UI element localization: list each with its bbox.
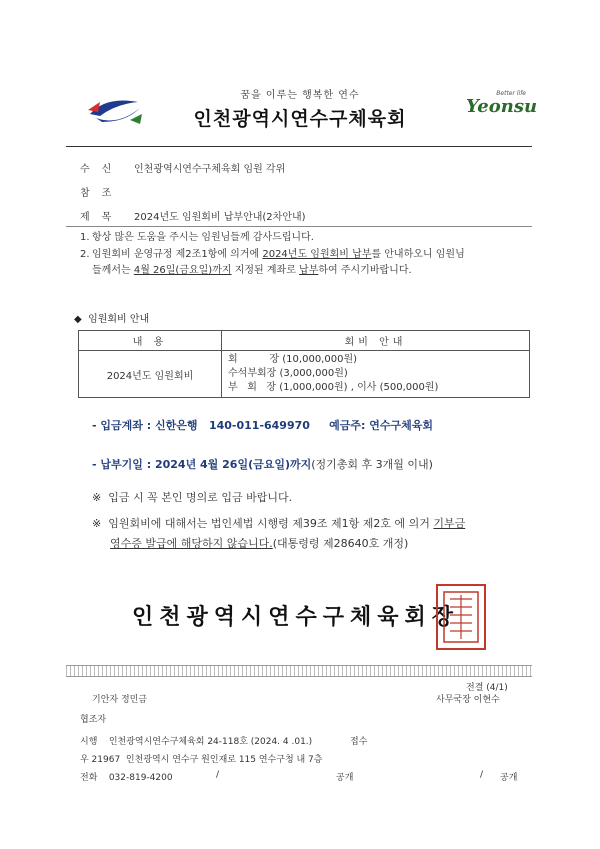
subject-row bbox=[80, 208, 306, 223]
due-date: - 납부기일 : 2024년 4월 26일(금요일)까지(정기총회 후 3개월 이내) bbox=[92, 458, 433, 471]
fee-lines: 회 장 (10,000,000원) 수석부회장 (3,000,000원) 부 회 장 (1,000,000원) , 이사 (500,000원) bbox=[222, 351, 530, 398]
brand-text: Yeonsu bbox=[466, 96, 538, 117]
drafter: 기안자 정민금 bbox=[92, 695, 148, 705]
bank-account: - 입금계좌 : 신한은행 140-011-649970 예금주: 연수구체육회 bbox=[92, 419, 433, 432]
reference-label: 참조 bbox=[80, 188, 124, 199]
receipt-label: 접수 bbox=[350, 737, 368, 747]
header-fee: 회비 안내 bbox=[222, 331, 530, 351]
paragraph-2: 2. 임원회비 운영규정 제2조1항에 의거에 2024년도 임원회비 납부를 안내하오니 임원님 들께서는 4월 26일(금요일)까지 지정된 계좌로 납부하여 주시기바랍니다. bbox=[80, 249, 465, 276]
slash-2: / bbox=[480, 770, 484, 780]
recipient-label: 수신 bbox=[80, 164, 124, 175]
public-1: 공개 bbox=[336, 773, 354, 783]
subject-label: 제목 bbox=[80, 212, 124, 223]
diamond-bullet-icon: ◆ bbox=[74, 314, 82, 325]
enforce-line: 시행 인천광역시연수구체육회 24-118호 (2024. 4 .01.) bbox=[80, 737, 313, 747]
reference-mark-icon: ※ bbox=[92, 491, 102, 504]
slogan: 꿈을 이루는 행복한 연수 bbox=[240, 90, 360, 101]
paragraph-1: 1. 항상 많은 도움을 주시는 임원님들께 감사드립니다. bbox=[80, 232, 314, 243]
footer-strip bbox=[66, 665, 532, 677]
signature-title: 인천광역시연수구체육회장 bbox=[132, 605, 460, 630]
brand-tagline: Better life bbox=[496, 90, 526, 97]
table-row bbox=[79, 351, 530, 398]
subject-value: 2024년도 임원회비 납부안내(2차안내) bbox=[134, 212, 306, 223]
cooperator: 협조자 bbox=[80, 715, 107, 725]
fee-table bbox=[78, 330, 530, 398]
public-2: 공개 bbox=[500, 773, 518, 783]
header-divider bbox=[66, 146, 532, 147]
chief: 사무국장 이현수 bbox=[436, 695, 500, 705]
phone-line: 전화 032-819-4200 bbox=[80, 773, 173, 783]
meta-divider bbox=[66, 226, 532, 227]
header-content: 내 용 bbox=[79, 331, 222, 351]
approval-label: 전결 (4/1) bbox=[466, 683, 508, 693]
org-name: 인천광역시연수구체육회 bbox=[193, 108, 407, 130]
fee-table-header bbox=[79, 331, 530, 351]
recipient-row bbox=[80, 160, 285, 175]
yeonsu-logo bbox=[462, 90, 538, 124]
note-2: ※ 임원회비에 대해서는 법인세법 시행령 제39조 제1항 제2호 에 의거 기부금 영수증 발급에 해당하지 않습니다.(대통령령 제28640호 개정) bbox=[92, 517, 466, 550]
address-line: 우 21967 인천광역시 연수구 원인재로 115 연수구청 내 7층 bbox=[80, 755, 323, 765]
fee-item: 2024년도 임원회비 bbox=[79, 351, 222, 398]
reference-row bbox=[80, 184, 134, 199]
reference-mark-icon: ※ bbox=[92, 517, 102, 530]
official-seal-icon bbox=[436, 584, 486, 650]
note-1: ※ 입금 시 꼭 본인 명의로 입금 바랍니다. bbox=[92, 491, 293, 504]
section-heading: ◆ 임원회비 안내 bbox=[74, 314, 150, 325]
recipient-value: 인천광역시연수구체육회 임원 각위 bbox=[134, 164, 286, 175]
slash-1: / bbox=[216, 770, 220, 780]
